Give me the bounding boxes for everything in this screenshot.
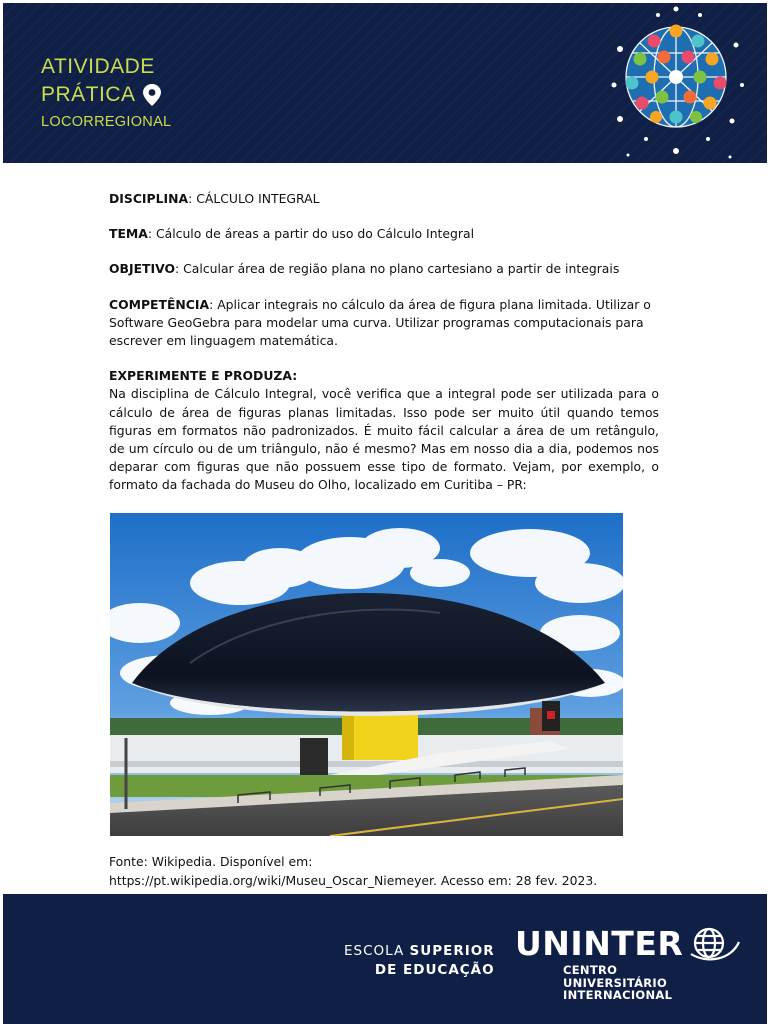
- title-line-atividade: ATIVIDADE: [41, 55, 155, 78]
- title-line-pratica: PRÁTICA: [41, 83, 136, 106]
- activity-title: [41, 53, 171, 133]
- competencia-paragraph: COMPETÊNCIA: Aplicar integrais no cálculo da área de figura plana limitada. Utilizar o Software GeoGebra para modelar uma curva. Utilizar programas computacionais para escrever em linguagem matemática.: [109, 296, 651, 349]
- header-banner: [3, 3, 767, 163]
- source-url-line: https://pt.wikipedia.org/wiki/Museu_Oscar_Niemeyer. Acesso em: 28 fev. 2023.: [109, 873, 598, 888]
- people-network-globe-icon: [598, 5, 754, 161]
- experimente-section: [109, 367, 659, 494]
- experimente-heading: EXPERIMENTE E PRODUZA:: [109, 368, 298, 384]
- title-line-locorregional: LOCORREGIONAL: [41, 114, 172, 130]
- escola-superior-logo: ESCOLA SUPERIOR DE EDUCAÇÃO: [344, 943, 495, 978]
- uninter-logo: [515, 924, 741, 1002]
- footer-banner: [3, 894, 767, 1024]
- globe-swoosh-icon: [687, 924, 741, 964]
- uninter-wordmark: UNINTER: [515, 924, 684, 963]
- activity-content: [109, 190, 659, 495]
- tema-line: TEMA: Cálculo de áreas a partir do uso do Cálculo Integral: [109, 226, 475, 242]
- image-source-caption: [109, 852, 709, 890]
- disciplina-line: DISCIPLINA: CÁLCULO INTEGRAL: [109, 191, 320, 206]
- objetivo-line: OBJETIVO: Calcular área de região plana no plano cartesiano a partir de integrais: [109, 261, 620, 277]
- source-line-1: Fonte: Wikipedia. Disponível em:: [109, 854, 313, 869]
- experimente-text: Na disciplina de Cálculo Integral, você verifica que a integral pode ser utilizada para o cálculo de área de figuras planas limitadas. Isso pode ser muito útil quando temos figuras em formatos não padronizados. É muito fácil calcular a área de um retângulo, de um círculo ou de um triângulo, não é mesmo? Mas em nosso dia a dia, podemos nos deparar com figuras que não possuem esse tipo de formato. Vejam, por exemplo, o formato da fachada do Museu do Olho, localizado em Curitiba – PR:: [109, 386, 659, 493]
- museum-photo: [110, 513, 623, 836]
- map-pin-icon: [142, 83, 162, 107]
- uninter-subtitle: CENTRO UNIVERSITÁRIO INTERNACIONAL: [563, 963, 673, 1002]
